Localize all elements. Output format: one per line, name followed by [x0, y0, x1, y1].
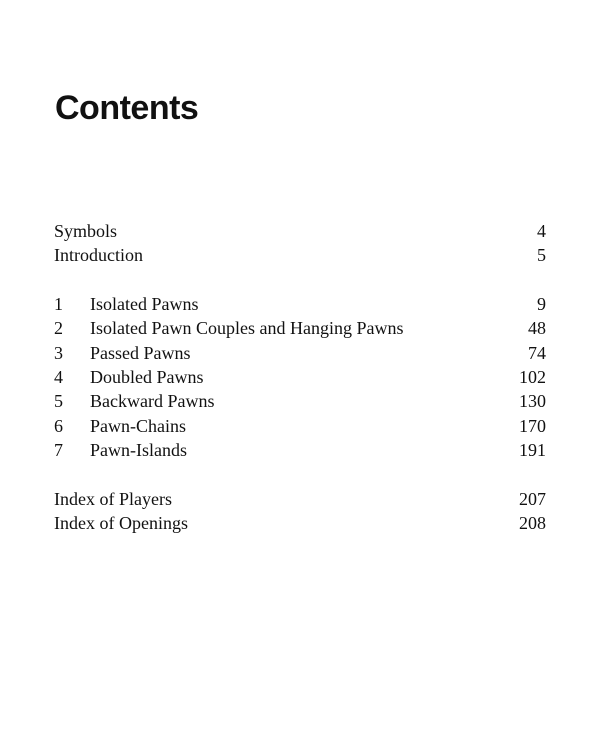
chapter-page: 102	[519, 366, 546, 387]
toc-chapter-6	[54, 414, 546, 438]
toc-entry-label: Symbols	[54, 221, 118, 241]
chapter-number: 7	[54, 440, 63, 461]
toc-chapter-4	[54, 365, 546, 389]
toc-chapter-2	[54, 316, 546, 340]
section-spacer	[54, 268, 546, 292]
chapter-page: 191	[519, 440, 546, 461]
toc-chapter-3	[54, 341, 546, 365]
toc-entry-label: Index of Players	[54, 488, 172, 509]
toc-entry-symbols	[54, 219, 546, 243]
toc-entry-page: 207	[519, 488, 546, 509]
chapter-number: 4	[54, 366, 63, 387]
chapter-number: 2	[54, 318, 63, 339]
chapter-page: 9	[537, 293, 546, 314]
chapter-number: 6	[54, 415, 63, 436]
page-title: Contents	[55, 89, 199, 127]
toc-entry-page: 5	[537, 245, 546, 266]
chapter-title: Passed Pawns	[90, 342, 191, 363]
chapter-title: Doubled Pawns	[90, 366, 204, 387]
section-spacer	[54, 463, 546, 487]
chapter-page: 48	[528, 318, 546, 339]
chapter-page: 170	[519, 415, 546, 436]
chapter-title: Backward Pawns	[90, 391, 215, 412]
chapter-title: Isolated Pawn Couples and Hanging Pawns	[90, 318, 404, 339]
chapter-number: 5	[54, 391, 63, 412]
toc-entry-index-of-players	[54, 487, 546, 511]
chapter-number: 1	[54, 293, 63, 314]
chapter-title: Pawn-Chains	[90, 415, 186, 436]
toc-chapter-7	[54, 438, 546, 462]
toc-entry-introduction	[54, 243, 546, 267]
table-of-contents	[54, 219, 546, 535]
chapter-title: Isolated Pawns	[90, 293, 199, 314]
chapter-number: 3	[54, 342, 63, 363]
toc-entry-label: Index of Openings	[54, 512, 188, 533]
toc-entry-page: 4	[537, 221, 546, 241]
toc-entry-page: 208	[519, 512, 546, 533]
toc-entry-label: Introduction	[54, 245, 143, 266]
toc-entry-index-of-openings	[54, 511, 546, 535]
chapter-page: 74	[528, 342, 546, 363]
chapter-page: 130	[519, 391, 546, 412]
toc-chapter-1	[54, 292, 546, 316]
toc-chapter-5	[54, 389, 546, 413]
chapter-title: Pawn-Islands	[90, 440, 187, 461]
